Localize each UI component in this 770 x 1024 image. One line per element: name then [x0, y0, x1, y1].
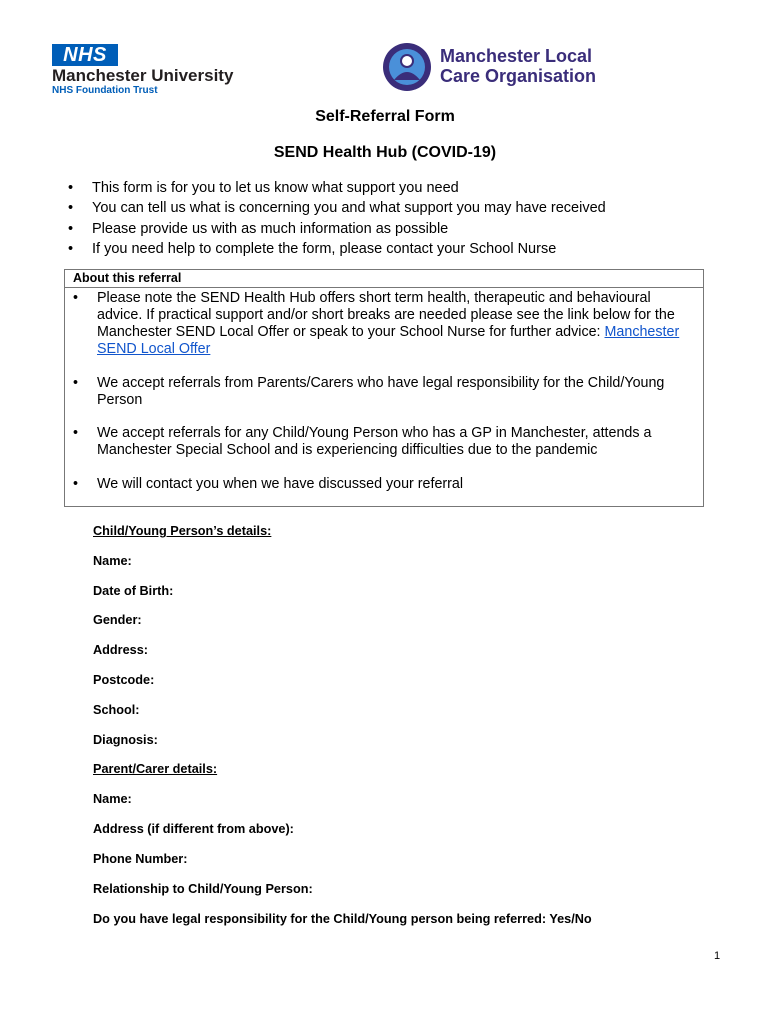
form-subtitle: SEND Health Hub (COVID-19) [273, 144, 497, 161]
intro-bullet-list [68, 178, 606, 259]
referral-bullet-list [73, 290, 695, 493]
child-gender-label: Gender: [93, 613, 142, 627]
parent-legal-responsibility-label: Do you have legal responsibility for the Child/Young person being referred: Yes/No [93, 912, 592, 926]
child-details-heading: Child/Young Person’s details: [93, 524, 272, 538]
child-name-label: Name: [93, 554, 132, 568]
mlco-logo [382, 42, 642, 94]
intro-bullet: • You can tell us what is concerning you and what support you may have received [68, 198, 606, 218]
parent-relationship-label: Relationship to Child/Young Person: [93, 882, 313, 896]
referral-bullet: • We will contact you when we have discussed your referral [73, 476, 695, 493]
mlco-name: Manchester Local Care Organisation [440, 46, 597, 86]
nhs-org-name: Manchester University [52, 66, 234, 85]
page-number: 1 [714, 950, 721, 962]
child-diagnosis-label: Diagnosis: [93, 733, 158, 747]
form-title: Self-Referral Form [315, 108, 455, 125]
referral-bullet: • We accept referrals for any Child/Young Person who has a GP in Manchester, attends a Manchester Special School and is experiencing difficulties due to the pandemic [73, 425, 695, 459]
intro-bullet: • If you need help to complete the form, please contact your School Nurse [68, 239, 606, 259]
referral-box-header: About this referral [65, 270, 703, 288]
nhs-badge: NHS [52, 44, 118, 66]
child-school-label: School: [93, 703, 140, 717]
referral-bullet: • We accept referrals from Parents/Carers who have legal responsibility for the Child/Young Person [73, 375, 695, 409]
child-postcode-label: Postcode: [93, 673, 155, 687]
parent-details-heading: Parent/Carer details: [93, 762, 218, 776]
person-circle-icon [382, 42, 432, 92]
intro-bullet: • This form is for you to let us know what support you need [68, 178, 606, 198]
send-local-offer-link[interactable]: Manchester SEND Local Offer [97, 323, 680, 357]
referral-info-box [64, 269, 704, 507]
nhs-logo [52, 44, 262, 96]
nhs-trust-name: NHS Foundation Trust [52, 85, 158, 96]
intro-bullet: • Please provide us with as much information as possible [68, 219, 606, 239]
parent-address-label: Address (if different from above): [93, 822, 294, 836]
child-dob-label: Date of Birth: [93, 584, 174, 598]
child-address-label: Address: [93, 643, 148, 657]
parent-phone-label: Phone Number: [93, 852, 188, 866]
referral-bullet: • Please note the SEND Health Hub offers short term health, therapeutic and behavioural advice. If practical support and/or short breaks are needed please see the link below for the Manchester SEND Local Offer or speak to your School Nurse for further advice: Manchester SEND Local Offer [73, 290, 695, 358]
parent-name-label: Name: [93, 792, 132, 806]
